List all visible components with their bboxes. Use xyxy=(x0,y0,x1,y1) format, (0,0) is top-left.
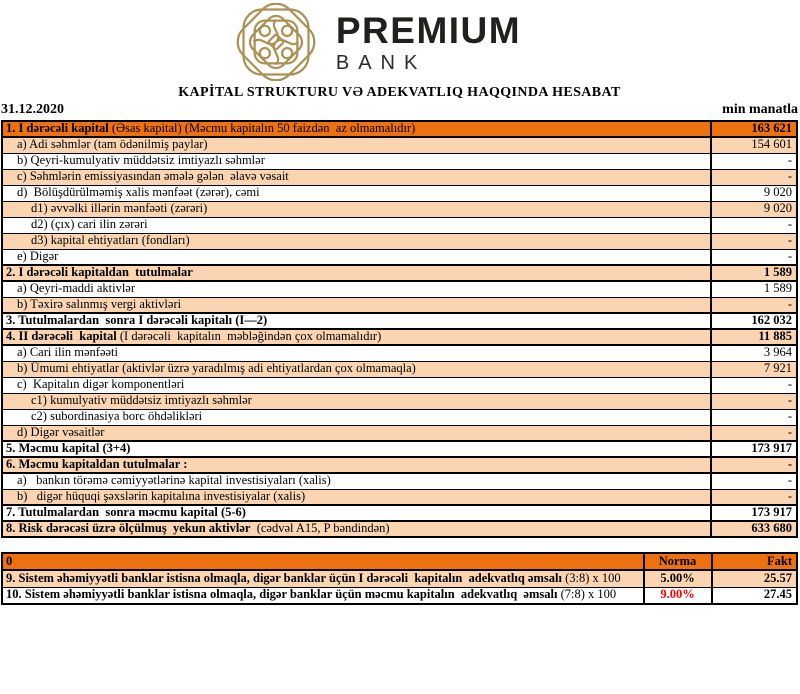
row-label: a) Qeyri-maddi aktivlər xyxy=(2,281,711,297)
row-label: 1. I dərəcəli kapital (Əsas kapital) (Məcmu kapitalın 50 faizdən az olmamalıdır) xyxy=(2,121,711,137)
row-value: 9 020 xyxy=(711,185,797,201)
capital-structure-table xyxy=(1,120,798,538)
ratio-row xyxy=(2,587,797,604)
report-page xyxy=(1,0,798,605)
row-value: 162 032 xyxy=(711,313,797,329)
table-row xyxy=(2,249,797,265)
ratio-header-norma: Norma xyxy=(644,553,712,570)
table-row xyxy=(2,201,797,217)
row-value: 11 885 xyxy=(711,329,797,345)
row-label: d) Digər vəsaitlər xyxy=(2,425,711,441)
table-row xyxy=(2,153,797,169)
table-row xyxy=(2,457,797,473)
row-label: 4. II dərəcəli kapital (I dərəcəli kapitalın məbləğindən çox olmamalıdır) xyxy=(2,329,711,345)
table-row xyxy=(2,345,797,361)
table-row xyxy=(2,233,797,249)
brand-name: PREMIUM xyxy=(335,10,522,51)
table-row xyxy=(2,137,797,153)
row-label: c) Kapitalın digər komponentləri xyxy=(2,377,711,393)
bank-emblem-icon xyxy=(226,3,326,81)
table-row xyxy=(2,169,797,185)
row-label: d2) (çıx) cari ilin zərəri xyxy=(2,217,711,233)
table-row xyxy=(2,281,797,297)
row-value: - xyxy=(711,473,797,489)
row-label: c1) kumulyativ müddətsiz imtiyazlı səhmlər xyxy=(2,393,711,409)
table-row xyxy=(2,505,797,521)
row-label: a) Cari ilin mənfəəti xyxy=(2,345,711,361)
row-value: - xyxy=(711,169,797,185)
ratio-label: 9. Sistem əhəmiyyətli banklar istisna olmaqla, digər banklar üçün I dərəcəli kapitalın adekvatlıq əmsalı (3:8) x 100 xyxy=(2,570,644,587)
table-row xyxy=(2,297,797,313)
table-row xyxy=(2,217,797,233)
row-value: - xyxy=(711,377,797,393)
table-row xyxy=(2,329,797,345)
row-label: d3) kapital ehtiyatları (fondları) xyxy=(2,233,711,249)
row-label: b) Təxirə salınmış vergi aktivləri xyxy=(2,297,711,313)
row-value: 7 921 xyxy=(711,361,797,377)
ratio-label: 10. Sistem əhəmiyyətli banklar istisna olmaqla, digər banklar üçün məcmu kapitalın adekvatlıq əmsalı (7:8) x 100 xyxy=(2,587,644,604)
row-value: - xyxy=(711,457,797,473)
row-label: b) Qeyri-kumulyativ müddətsiz imtiyazlı səhmlər xyxy=(2,153,711,169)
row-label: c2) subordinasiya borc öhdəlikləri xyxy=(2,409,711,425)
table-row xyxy=(2,121,797,137)
bank-logo xyxy=(0,0,772,82)
report-title: KAPİTAL STRUKTURU VƏ ADEKVATLIQ HAQQINDA HESABAT xyxy=(178,85,621,100)
row-label: 5. Məcmu kapital (3+4) xyxy=(2,441,711,457)
ratio-header-fakt: Fakt xyxy=(712,553,797,570)
table-row xyxy=(2,441,797,457)
row-value: 1 589 xyxy=(711,265,797,281)
row-label: e) Digər xyxy=(2,249,711,265)
ratio-header-zero: 0 xyxy=(2,553,644,570)
ratio-fakt-value: 27.45 xyxy=(712,587,797,604)
row-label: 2. I dərəcəli kapitaldan tutulmalar xyxy=(2,265,711,281)
brand-wordmark xyxy=(336,3,521,73)
table-row xyxy=(2,361,797,377)
row-label: 8. Risk dərəcəsi üzrə ölçülmuş yekun aktivlər (cədvəl A15, P bəndindən) xyxy=(2,521,711,537)
table-row xyxy=(2,425,797,441)
row-value: - xyxy=(711,489,797,505)
row-label: b) Ümumi ehtiyatlar (aktivlər üzrə yaradılmış adi ehtiyatlardan çox olmamaqla) xyxy=(2,361,711,377)
unit-label: min manatla xyxy=(722,102,798,117)
table-row xyxy=(2,473,797,489)
row-label: 3. Tutulmalardan sonra I dərəcəli kapitalı (I—2) xyxy=(2,313,711,329)
row-label: a) Adi səhmlər (tam ödənilmiş paylar) xyxy=(2,137,711,153)
row-value: 154 601 xyxy=(711,137,797,153)
row-value: 1 589 xyxy=(711,281,797,297)
report-date: 31.12.2020 xyxy=(1,102,64,117)
row-value: 9 020 xyxy=(711,201,797,217)
row-value: - xyxy=(711,249,797,265)
row-label: 7. Tutulmalardan sonra məcmu kapital (5-6) xyxy=(2,505,711,521)
ratio-norma-value: 9.00% xyxy=(644,587,712,604)
table-row xyxy=(2,265,797,281)
row-value: 633 680 xyxy=(711,521,797,537)
row-label: 6. Məcmu kapitaldan tutulmalar : xyxy=(2,457,711,473)
table-row xyxy=(2,409,797,425)
row-value: 163 621 xyxy=(711,121,797,137)
ratio-fakt-value: 25.57 xyxy=(712,570,797,587)
report-meta xyxy=(1,102,798,118)
row-value: 173 917 xyxy=(711,505,797,521)
ratio-header-row xyxy=(2,553,797,570)
row-label: d) Bölüşdürülməmiş xalis mənfəət (zərər), cəmi xyxy=(2,185,711,201)
row-label: c) Səhmlərin emissiyasından əmələ gələn əlavə vəsait xyxy=(2,169,711,185)
table-row xyxy=(2,521,797,537)
row-value: - xyxy=(711,393,797,409)
ratio-row xyxy=(2,570,797,587)
table-row xyxy=(2,393,797,409)
row-value: - xyxy=(711,425,797,441)
table-row xyxy=(2,489,797,505)
row-value: - xyxy=(711,153,797,169)
row-value: - xyxy=(711,297,797,313)
table-row xyxy=(2,313,797,329)
table-row xyxy=(2,185,797,201)
table-row xyxy=(2,377,797,393)
row-label: a) bankın törəmə cəmiyyətlərinə kapital investisiyaları (xalis) xyxy=(2,473,711,489)
row-label: d1) əvvəlki illərin mənfəəti (zərəri) xyxy=(2,201,711,217)
row-value: - xyxy=(711,233,797,249)
row-value: - xyxy=(711,409,797,425)
brand-subtitle: BANK xyxy=(335,52,427,74)
row-label: b) digər hüquqi şəxslərin kapitalına investisiyalar (xalis) xyxy=(2,489,711,505)
row-value: 3 964 xyxy=(711,345,797,361)
ratio-norma-value: 5.00% xyxy=(644,570,712,587)
row-value: 173 917 xyxy=(711,441,797,457)
row-value: - xyxy=(711,217,797,233)
adequacy-ratio-table xyxy=(1,552,798,605)
